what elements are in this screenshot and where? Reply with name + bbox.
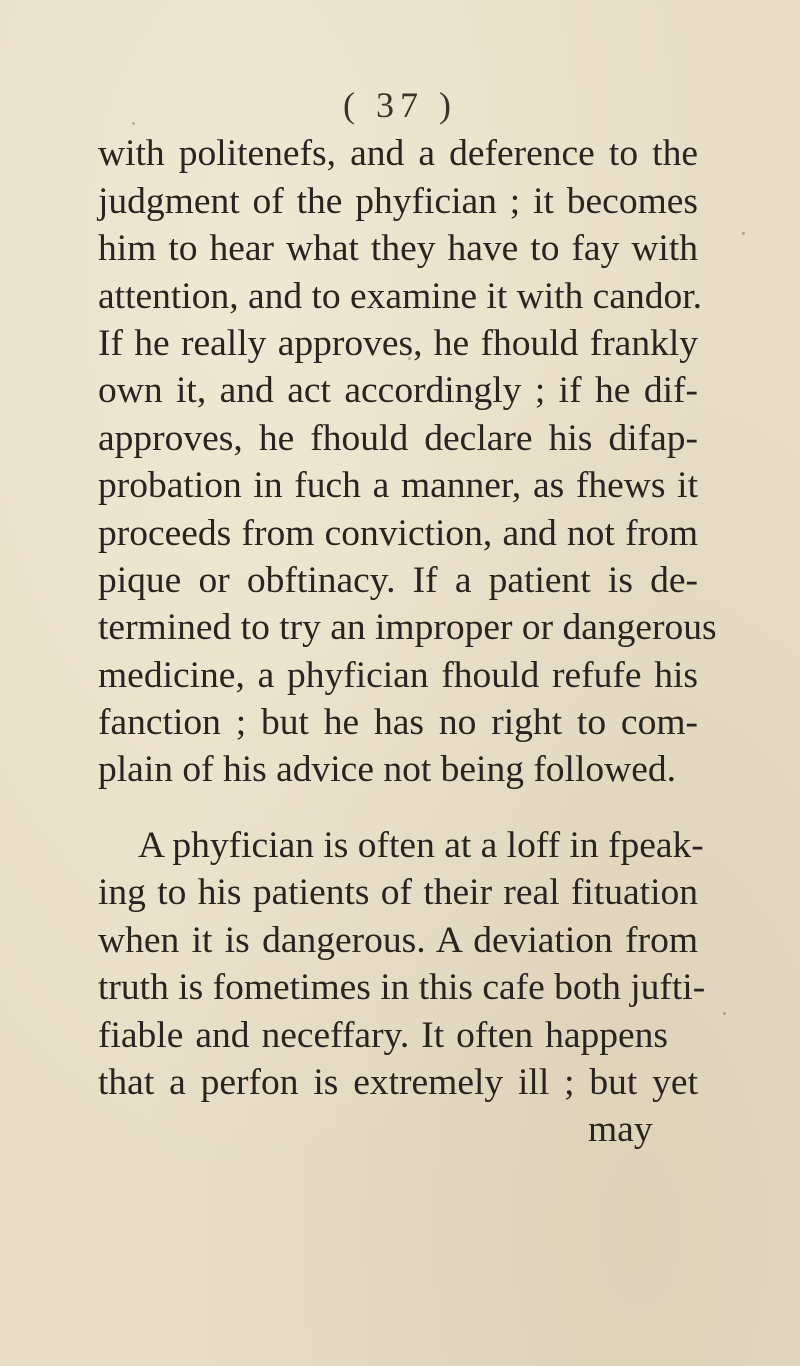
text-line: pique or obftinacy. If a patient is de- xyxy=(98,560,698,601)
text-line: him to hear what they have to fay with xyxy=(98,228,698,269)
text-line: own it, and act accordingly ; if he dif- xyxy=(98,370,698,411)
paper-speck xyxy=(408,357,411,360)
page-number: ( 37 ) xyxy=(343,85,457,125)
text-line: proceeds from conviction, and not from xyxy=(98,513,698,554)
text-line: fanction ; but he has no right to com- xyxy=(98,702,698,743)
text-line: ing to his patients of their real fituation xyxy=(98,872,698,913)
text-line: probation in fuch a manner, as fhews it xyxy=(98,465,698,506)
text-line: when it is dangerous. A deviation from xyxy=(98,920,698,961)
text-line: attention, and to examine it with candor. xyxy=(98,276,703,317)
text-line: If he really approves, he fhould frankly xyxy=(98,323,698,364)
text-line: medicine, a phyfician fhould refufe his xyxy=(98,655,698,696)
text-line: plain of his advice not being followed. xyxy=(98,749,676,790)
text-line: that a perfon is extremely ill ; but yet xyxy=(98,1062,698,1103)
text-line: termined to try an improper or dangerous xyxy=(98,607,717,648)
paper-speck xyxy=(742,232,745,235)
paper-speck xyxy=(132,122,135,125)
text-line: A phyfician is often at a loff in fpeak- xyxy=(138,825,704,866)
text-line: fiable and neceffary. It often happens xyxy=(98,1015,668,1056)
catchword: may xyxy=(588,1109,653,1150)
text-line: with politenefs, and a deference to the xyxy=(98,133,698,174)
text-line: judgment of the phyfician ; it becomes xyxy=(98,181,698,222)
paper-speck xyxy=(723,1012,726,1015)
text-line: truth is fometimes in this cafe both jufti- xyxy=(98,967,706,1008)
text-line: approves, he fhould declare his difap- xyxy=(98,418,698,459)
